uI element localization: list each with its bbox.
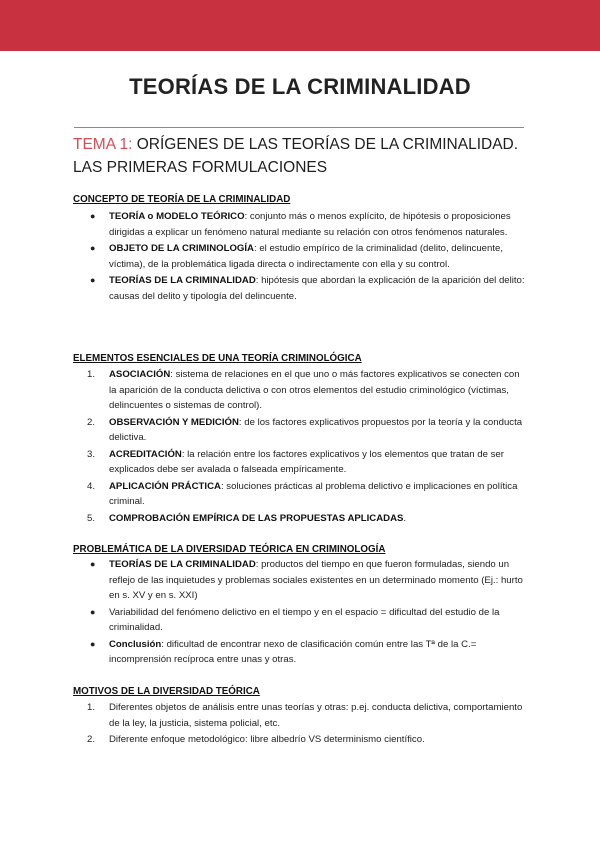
list-item: ● OBJETO DE LA CRIMINOLOGÍA: el estudio empírico de la criminalidad (delito, delincuente, víctima), de la problemática ligada directa o indirectamente con ella y su control. <box>90 243 504 270</box>
section-title-motivos: MOTIVOS DE LA DIVERSIDAD TEÓRICA <box>73 686 260 697</box>
list-item: ● Conclusión: dificultad de encontrar nexo de clasificación común entre las Tª de la C.= incomprensión recíproca entre unas y otras. <box>90 638 477 665</box>
list-item: ● TEORÍA o MODELO TEÓRICO: conjunto más o menos explícito, de hipótesis o proposiciones dirigidas a explicar un fenómeno natural mediante su relación con otros fenómenos naturales. <box>90 211 511 238</box>
list-item: 2. Diferente enfoque metodológico: libre albedrío VS determinismo científico. <box>73 732 528 748</box>
concepto-list <box>73 209 528 304</box>
item-number: 3. <box>87 448 96 460</box>
list-item: 1. ASOCIACIÓN: sistema de relaciones en el que uno o más factores explicativos se conecten con la aparición de la conducta delictiva o con otros elementos del estudio criminológico (víctimas, delincuentes o sistemas de control). <box>87 369 520 411</box>
list-item: ● Variabilidad del fenómeno delictivo en el tiempo y en el espacio = dificultad del estudio de la criminalidad. <box>90 606 500 633</box>
item-number: 1. <box>87 702 96 713</box>
section-title-problematica: PROBLEMÁTICA DE LA DIVERSIDAD TEÓRICA EN CRIMINOLOGÍA <box>73 544 386 555</box>
bullet-icon: ● <box>90 275 96 285</box>
list-item: ● TEORÍAS DE LA CRIMINALIDAD: hipótesis que abordan la explicación de la aparición del delito: causas del delito y tipología del delincuente. <box>90 275 525 302</box>
tema-label: TEMA 1: <box>73 136 133 153</box>
document-title: TEORÍAS DE LA CRIMINALIDAD <box>129 74 471 99</box>
motivos-list <box>73 700 528 748</box>
bullet-icon: ● <box>90 638 96 649</box>
item-number: 4. <box>87 480 96 492</box>
bullet-icon: ● <box>90 243 96 253</box>
list-item: 2. OBSERVACIÓN Y MEDICIÓN: de los factores explicativos propuestos por la teoría y la conducta delictiva. <box>87 416 523 443</box>
elementos-list <box>73 367 528 526</box>
item-number: 2. <box>87 734 96 745</box>
item-number: 1. <box>87 369 96 380</box>
title-divider <box>74 127 524 128</box>
tema-heading <box>73 133 523 179</box>
list-item: ● TEORÍAS DE LA CRIMINALIDAD: productos del tiempo en que fueron formuladas, siendo un reflejo de las inquietudes y problemas sociales existentes en un determinado momento (Ej.: hurto en s. XV y en s. XXI) <box>90 559 523 601</box>
list-item: 1. Diferentes objetos de análisis entre unas teorías y otras: p.ej. conducta delictiva, comportamiento de la ley, la justicia, sistema policial, etc. <box>87 702 523 729</box>
top-color-band <box>0 0 600 51</box>
bullet-icon: ● <box>90 606 96 617</box>
list-item: 4. APLICACIÓN PRÁCTICA: soluciones prácticas al problema delictivo e implicaciones en política criminal. <box>87 480 518 507</box>
list-item: 3. ACREDITACIÓN: la relación entre los factores explicativos y los elementos que tratan de ser explicados debe ser avalada o falseada empíricamente. <box>87 448 504 475</box>
bullet-icon: ● <box>90 559 96 569</box>
problematica-list <box>73 557 528 668</box>
tema-title: ORÍGENES DE LAS TEORÍAS DE LA CRIMINALIDAD. LAS PRIMERAS FORMULACIONES <box>73 136 519 176</box>
item-number: 2. <box>87 416 96 428</box>
section-title-concepto: CONCEPTO DE TEORÍA DE LA CRIMINALIDAD <box>73 194 291 205</box>
list-item: 5. COMPROBACIÓN EMPÍRICA DE LAS PROPUESTAS APLICADAS. <box>73 511 528 527</box>
item-number: 5. <box>87 512 96 524</box>
bullet-icon: ● <box>90 211 96 221</box>
section-title-elementos: ELEMENTOS ESENCIALES DE UNA TEORÍA CRIMINOLÓGICA <box>73 353 362 364</box>
